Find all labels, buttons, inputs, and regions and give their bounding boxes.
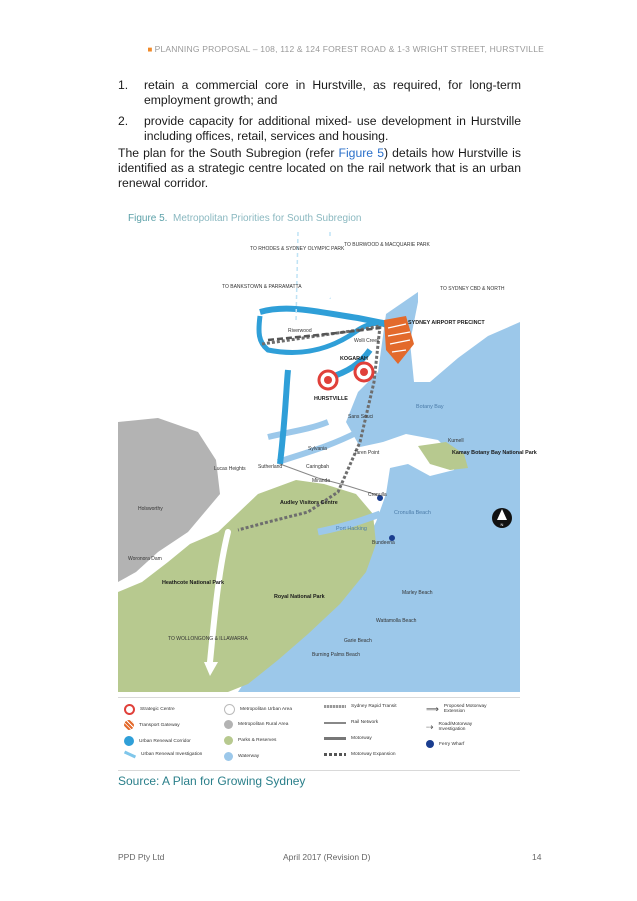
legend-item [324, 752, 396, 757]
legend-item [124, 736, 191, 746]
map-label-botany-bay: Botany Bay [416, 404, 444, 410]
legend-label: Motorway Expansion [351, 752, 396, 757]
map-label-royal: Royal National Park [274, 594, 325, 600]
proposed-motorway-arrow-icon: ⟹ [426, 704, 439, 714]
parks-icon [224, 736, 233, 745]
list-text: retain a commercial core in Hurstville, as required, for long-term employment growth; and [144, 78, 521, 107]
footer-page-number: 14 [532, 852, 542, 862]
map-label-port-hacking: Port Hacking [336, 526, 367, 532]
figure-label: Figure 5. [128, 213, 168, 224]
figure-caption [128, 213, 361, 224]
map-label-kogarah: KOGARAH [340, 356, 368, 362]
legend-item [426, 722, 489, 732]
legend-label: Transport Gateway [139, 722, 180, 728]
map-label: Sylvania [308, 446, 327, 452]
figure-title: Metropolitan Priorities for South Subregion [173, 213, 362, 224]
list-item [118, 78, 521, 108]
map-label: Riverwood [288, 328, 312, 334]
legend-label: Motorway [351, 736, 372, 741]
map-label-cronulla-beach: Cronulla Beach [394, 510, 431, 516]
map-label: Garie Beach [344, 638, 372, 644]
legend-label: Metropolitan Rural Area [238, 722, 289, 727]
map-label: TO WOLLONGONG & ILLAWARRA [168, 636, 248, 642]
north-arrow-icon [492, 508, 512, 528]
map-label-kamay: Kamay Botany Bay National Park [452, 450, 537, 456]
map-label: Caringbah [306, 464, 330, 470]
numbered-list [118, 78, 521, 150]
strategic-centre-icon [124, 704, 135, 715]
map-label: TO BANKSTOWN & PARRAMATTA [222, 284, 302, 290]
legend-label: Metropolitan Urban Area [240, 707, 292, 712]
legend-item [224, 720, 288, 729]
list-number: 2. [118, 114, 129, 128]
map-label: TO BURWOOD & MACQUARIE PARK [344, 242, 430, 248]
rail-network-icon [324, 722, 346, 724]
paragraph-before: The plan for the South Subregion (refer [118, 146, 339, 160]
motorway-icon [324, 737, 346, 740]
legend-item [324, 720, 378, 725]
urban-renewal-corridor-icon [124, 736, 134, 746]
map-label-hurstville: HURSTVILLE [314, 396, 348, 402]
map-legend [118, 697, 520, 771]
map-label: Burning Palms Beach [312, 652, 361, 658]
map-label: Sutherland [258, 464, 283, 470]
rural-area-icon [224, 720, 233, 729]
map-label: Wolli Creek [354, 338, 380, 344]
map-label: Marley Beach [402, 590, 433, 596]
subregion-map [118, 232, 537, 692]
page-header [148, 44, 544, 54]
legend-label: Parks & Reserves [238, 738, 277, 743]
map-label: Woronora Dam [128, 556, 162, 562]
paragraph-after: ) details how Hurstville is identified as a strategic centre located on the rail network that is an urban renewal corridor. [118, 146, 521, 190]
map-label: TO SYDNEY CBD & NORTH [440, 286, 505, 292]
body-paragraph [118, 146, 521, 191]
strategic-centre-hurstville [319, 371, 337, 389]
list-number: 1. [118, 78, 129, 92]
map-label-airport: SYDNEY AIRPORT PRECINCT [408, 320, 485, 326]
rapid-transit-icon [324, 705, 346, 708]
legend-label: Urban Renewal Corridor [139, 738, 191, 744]
figure-source: Source: A Plan for Growing Sydney [118, 774, 306, 788]
legend-item [224, 736, 276, 745]
road-investigation-arrow-icon: ⇢ [426, 722, 434, 732]
legend-label: Ferry Wharf [439, 741, 465, 747]
map-label: Wattamolla Beach [376, 618, 417, 624]
legend-item [124, 720, 180, 730]
map-label: Cronulla [368, 492, 387, 498]
legend-item [124, 704, 175, 715]
map-label-heathcote: Heathcote National Park [162, 580, 225, 586]
map-label: Sans Souci [348, 414, 374, 420]
map-label: Kurnell [448, 438, 464, 444]
footer-company: PPD Pty Ltd [118, 852, 165, 862]
legend-item [224, 704, 292, 715]
map-label: Bundeena [372, 540, 395, 546]
header-title: PLANNING PROPOSAL – 108, 112 & 124 FOREST ROAD & 1-3 WRIGHT STREET, HURSTVILLE [154, 44, 544, 54]
strategic-centre-kogarah [355, 363, 373, 381]
legend-label: Strategic Centre [140, 707, 175, 712]
legend-label: Proposed Motorway Extension [443, 704, 487, 714]
legend-item [426, 704, 494, 714]
footer-date: April 2017 (Revision D) [283, 852, 371, 862]
map-label: Taren Point [354, 450, 380, 456]
map-label: Lucas Heights [214, 466, 246, 472]
legend-item [426, 740, 464, 748]
legend-item [224, 752, 259, 761]
figure-link[interactable]: Figure 5 [338, 146, 384, 160]
map-label: TO RHODES & SYDNEY OLYMPIC PARK [250, 246, 345, 252]
urban-renewal-investigation-icon [124, 751, 136, 759]
legend-label: Waterway [238, 754, 260, 759]
map-label-audley: Audley Visitors Centre [280, 500, 338, 506]
map-label: Holsworthy [138, 506, 163, 512]
legend-item [124, 752, 202, 757]
list-text: provide capacity for additional mixed- use development in Hurstville including offices, retail, services and housing. [144, 114, 521, 143]
svg-text:N: N [500, 522, 504, 527]
list-item [118, 114, 521, 144]
legend-item [324, 736, 372, 741]
legend-item [324, 704, 397, 709]
header-square-icon: ■ [147, 45, 153, 54]
motorway-expansion-icon [324, 753, 346, 756]
legend-label: Road/Motorway Investigation [438, 722, 473, 732]
waterway-icon [224, 752, 233, 761]
transport-gateway-icon [124, 720, 134, 730]
legend-label: Urban Renewal Investigation [141, 752, 203, 757]
legend-label: Rail Network [351, 720, 379, 725]
legend-label: Sydney Rapid Transit [351, 704, 397, 709]
urban-area-icon [224, 704, 235, 715]
map-label: Miranda [312, 478, 331, 484]
ferry-wharf-icon [426, 740, 434, 748]
